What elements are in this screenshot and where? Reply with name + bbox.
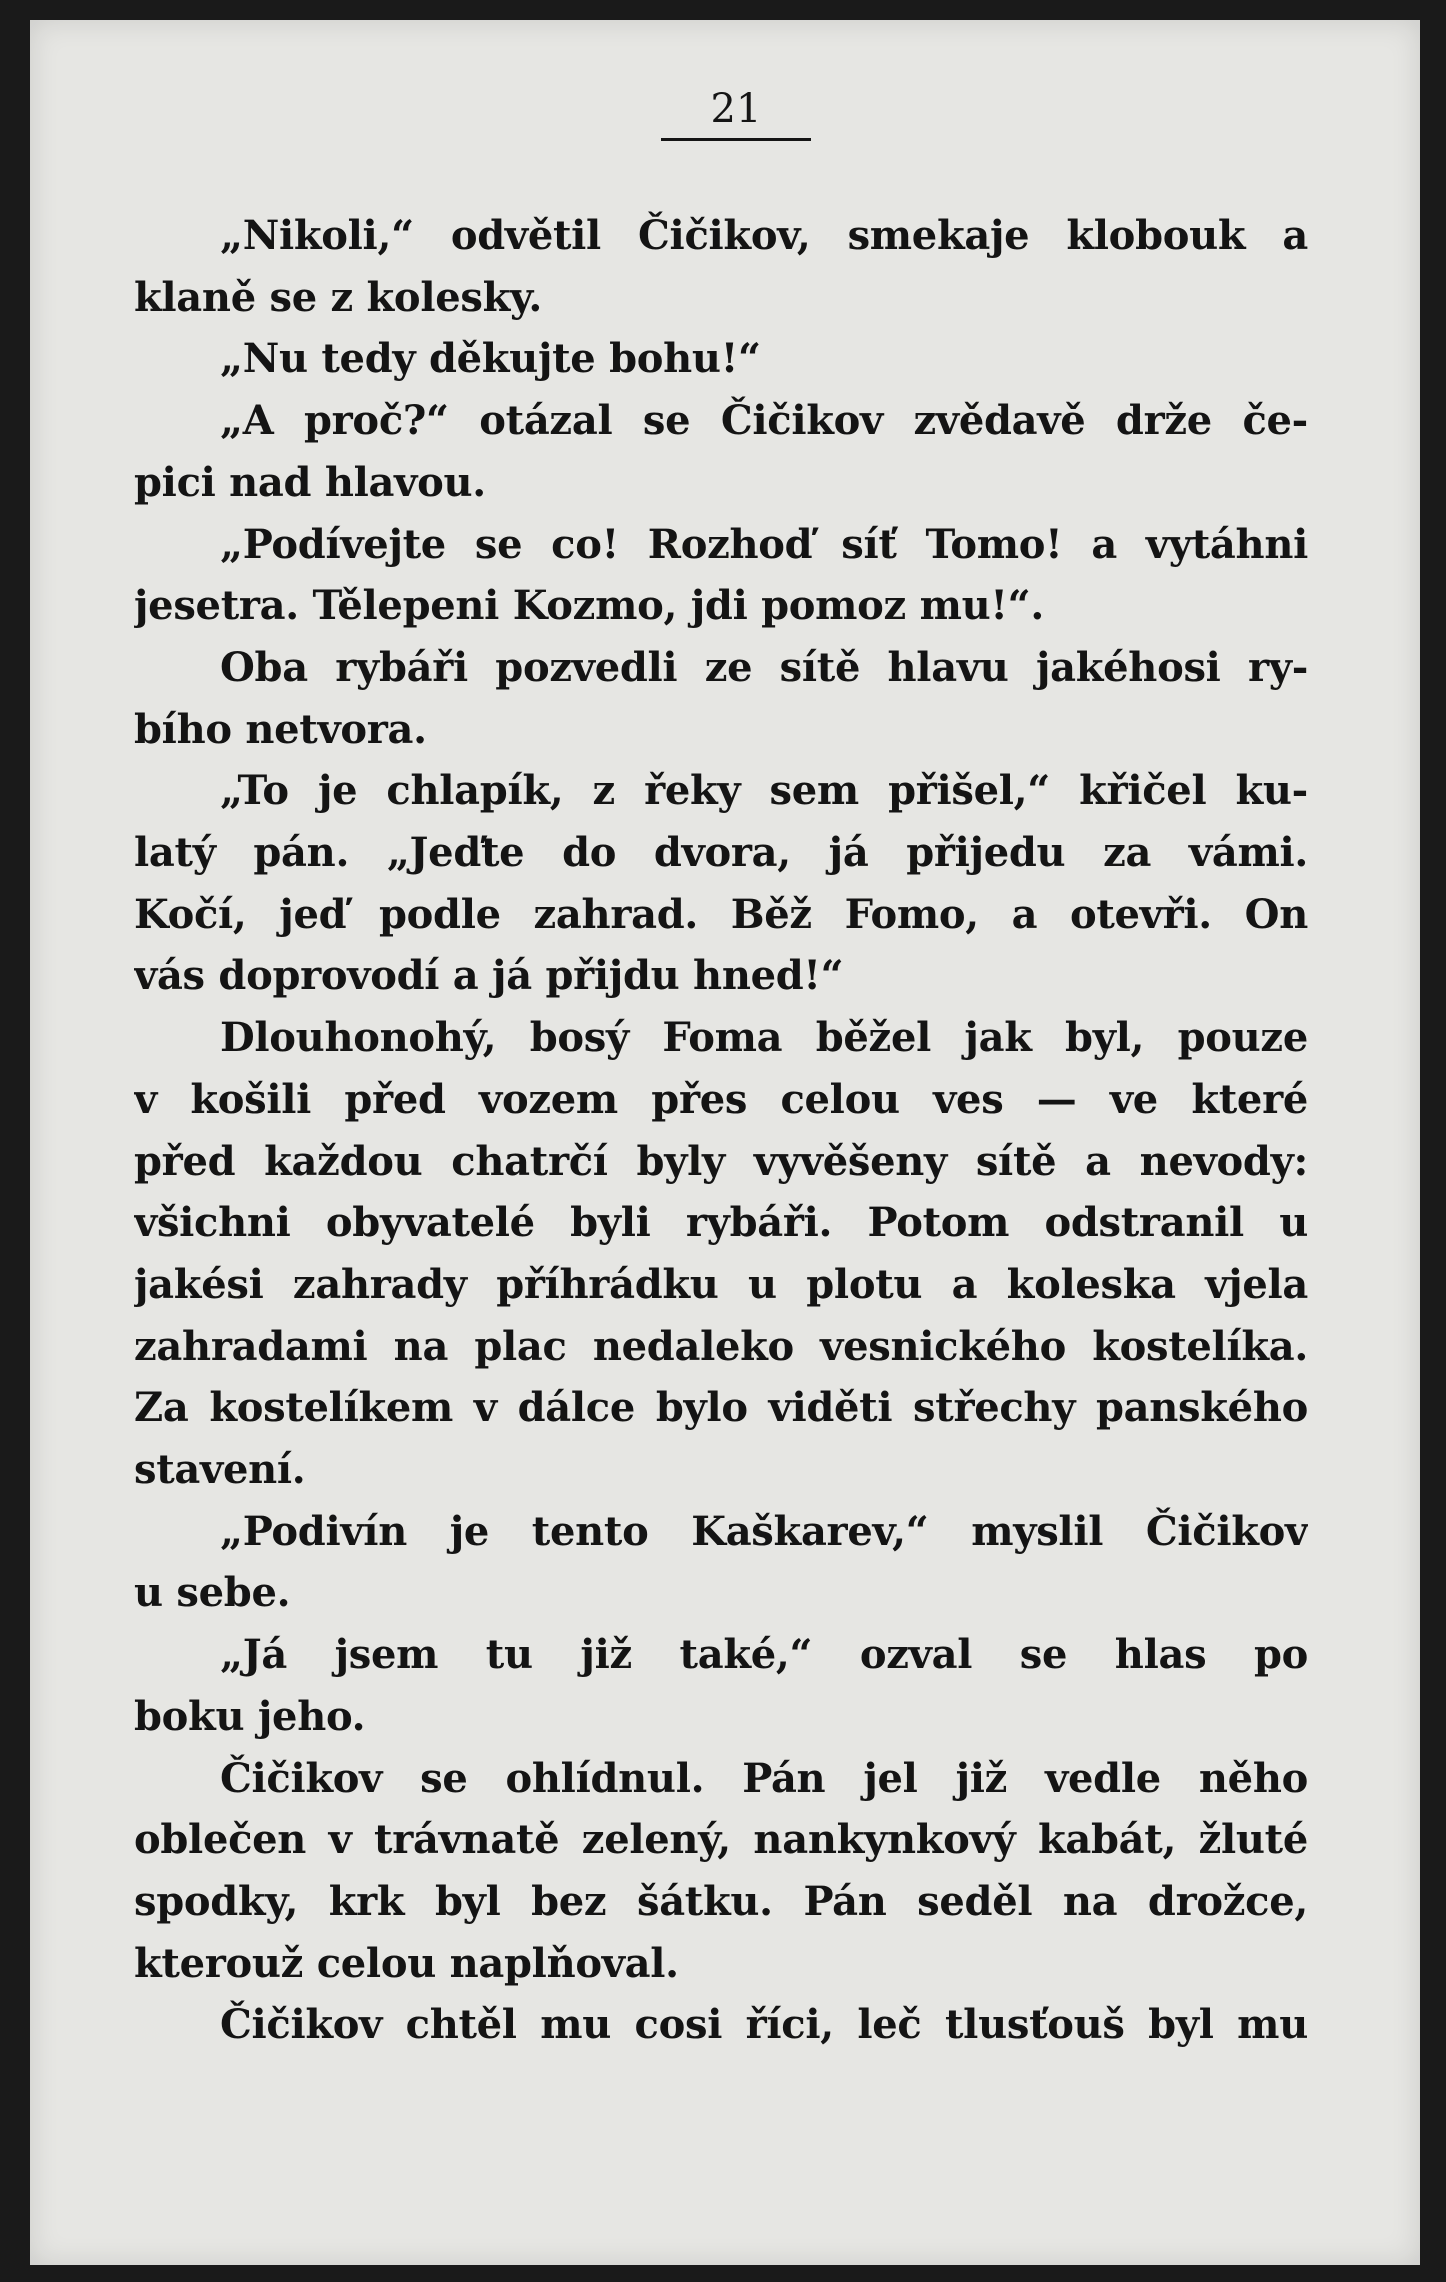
body-text: [134, 205, 1308, 2056]
text-line: „Podívejte se co! Rozhoď síť Tomo! a vytáhni: [220, 520, 1308, 568]
text-line: pici nad hlavou.: [134, 458, 486, 506]
page-number: 21: [661, 86, 812, 141]
book-page: [30, 20, 1420, 2265]
text-line: latý pán. „Jeďte do dvora, já přijedu za vámi.: [134, 829, 1308, 877]
text-line: zahradami na plac nedaleko vesnického kostelíka.: [134, 1322, 1308, 1370]
text-line: Čičikov chtěl mu cosi říci, leč tlusťouš byl mu: [220, 2001, 1308, 2049]
text-line: u sebe.: [134, 1569, 291, 1617]
text-line: boku jeho.: [134, 1692, 366, 1740]
text-line: stavení.: [134, 1446, 306, 1494]
text-line: „To je chlapík, z řeky sem přišel,“ křičel ku-: [220, 767, 1308, 815]
text-line: Za kostelíkem v dálce bylo viděti střechy panského: [134, 1384, 1308, 1432]
text-line: Kočí, jeď podle zahrad. Běž Fomo, a otevři. On: [134, 890, 1308, 938]
text-line: „Nu tedy děkujte bohu!“: [220, 335, 761, 383]
text-line: kterouž celou naplňoval.: [134, 1939, 679, 1987]
text-line: Dlouhonohý, bosý Foma běžel jak byl, pouze: [220, 1014, 1308, 1062]
text-line: „Já jsem tu již také,“ ozval se hlas po: [220, 1631, 1308, 1679]
text-line: spodky, krk byl bez šátku. Pán seděl na drožce,: [134, 1877, 1308, 1925]
text-line: Oba rybáři pozvedli ze sítě hlavu jakéhosi ry-: [220, 643, 1308, 691]
text-line: jesetra. Tělepeni Kozmo, jdi pomoz mu!“.: [134, 582, 1044, 630]
page-header: [30, 86, 1420, 141]
text-line: Čičikov se ohlídnul. Pán jel již vedle něho: [220, 1754, 1308, 1802]
text-line: v košili před vozem přes celou ves — ve které: [134, 1075, 1308, 1123]
text-line: „A proč?“ otázal se Čičikov zvědavě drže če-: [220, 397, 1308, 445]
text-line: bího netvora.: [134, 705, 427, 753]
text-line: všichni obyvatelé byli rybáři. Potom odstranil u: [134, 1199, 1308, 1247]
text-line: jakési zahrady příhrádku u plotu a koleska vjela: [134, 1260, 1308, 1308]
text-line: před každou chatrčí byly vyvěšeny sítě a nevody:: [134, 1137, 1308, 1185]
text-line: vás doprovodí a já přijdu hned!“: [134, 952, 844, 1000]
text-line: oblečen v trávnatě zelený, nankynkový kabát, žluté: [134, 1816, 1308, 1864]
text-line: „Nikoli,“ odvětil Čičikov, smekaje klobouk a: [220, 212, 1308, 259]
text-line: klaně se z kolesky.: [134, 273, 542, 321]
text-line: „Podivín je tento Kaškarev,“ myslil Čičikov: [220, 1507, 1308, 1555]
